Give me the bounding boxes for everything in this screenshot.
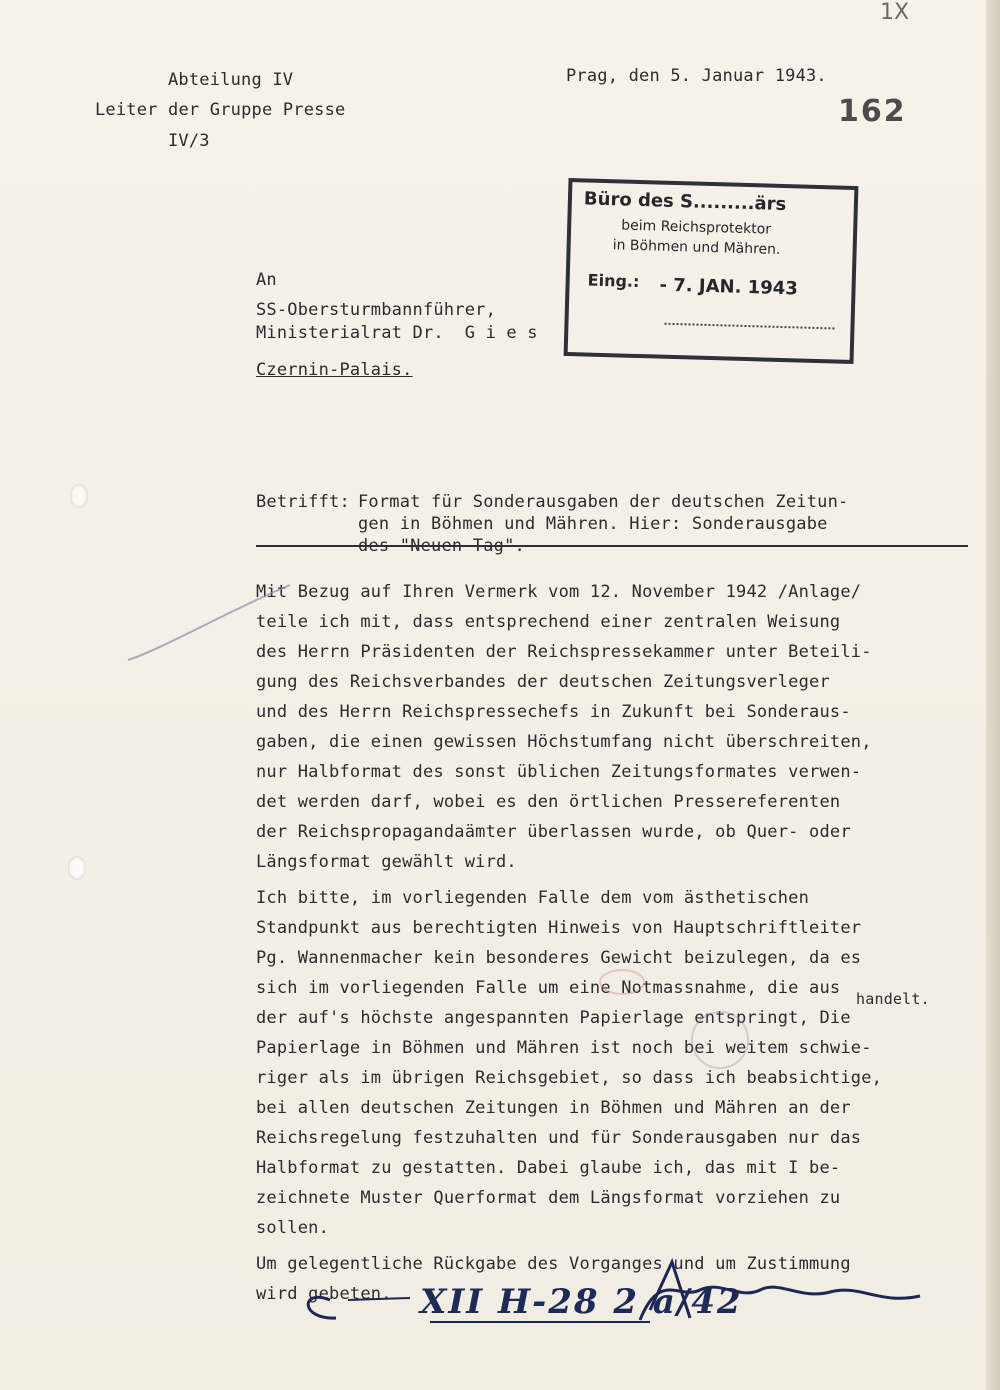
stamp-line-protector: beim Reichsprotektor: [621, 217, 772, 238]
body-line: Reichsregelung festzuhalten und für Sonderausgaben nur das: [256, 1128, 862, 1148]
address-to: An: [256, 270, 277, 290]
body-line: der Reichspropagandaämter überlassen wurde, ob Quer- oder: [256, 822, 851, 842]
body-line: des Herrn Präsidenten der Reichspressekammer unter Beteili-: [256, 642, 872, 662]
body-line: wird gebeten.: [256, 1284, 392, 1304]
group-line: Leiter der Gruppe Presse: [95, 100, 346, 120]
body-line: teile ich mit, dass entsprechend einer zentralen Weisung: [256, 612, 841, 632]
folio-number: 162: [838, 94, 907, 129]
body-line: gung des Reichsverbandes der deutschen Zeitungsverleger: [256, 672, 830, 692]
stamp-line-office: Büro des S.........ärs: [583, 188, 787, 216]
body-line: nur Halbformat des sonst üblichen Zeitungsformates verwen-: [256, 762, 862, 782]
stamp-received-date: - 7. JAN. 1943: [659, 274, 799, 300]
stamp-line-region: in Böhmen und Mähren.: [612, 237, 781, 258]
body-line: det werden darf, wobei es den örtlichen Pressereferenten: [256, 792, 841, 812]
address-location: Czernin-Palais.: [256, 360, 413, 380]
body-line: sollen.: [256, 1218, 330, 1238]
department-line: Abteilung IV: [168, 70, 294, 90]
subject-label: Betrifft:: [256, 492, 350, 512]
body-line: Mit Bezug auf Ihren Vermerk vom 12. November 1942 /Anlage/: [256, 582, 862, 602]
body-line: riger als im übrigen Reichsgebiet, so dass ich beabsichtige,: [256, 1068, 883, 1088]
body-line: Längsformat gewählt wird.: [256, 852, 517, 872]
stamp-received-label: Eing.:: [587, 270, 640, 292]
subject-line: gen in Böhmen und Mähren. Hier: Sonderausgabe: [358, 514, 828, 534]
corner-mark: 1X: [880, 0, 910, 25]
reference-line: IV/3: [168, 131, 210, 151]
body-line: Papierlage in Böhmen und Mähren ist noch bei weitem schwie-: [256, 1038, 872, 1058]
body-line: Pg. Wannenmacher kein besonderes Gewicht beizulegen, da es: [256, 948, 862, 968]
subject-line: des "Neuen Tag".: [358, 536, 525, 556]
body-line: Standpunkt aus berechtigten Hinweis von Hauptschriftleiter: [256, 918, 862, 938]
body-line: und des Herrn Reichspressechefs in Zukunft bei Sonderaus-: [256, 702, 851, 722]
handwritten-file-reference: XII H-28 2 a/42: [420, 1282, 743, 1322]
body-line: zeichnete Muster Querformat dem Längsformat vorziehen zu: [256, 1188, 841, 1208]
body-line: Halbformat zu gestatten. Dabei glaube ich, das mit I be-: [256, 1158, 841, 1178]
body-line: der auf's höchste angespannten Papierlage entspringt, Die: [256, 1008, 851, 1028]
body-line: gaben, die einen gewissen Höchstumfang nicht überschreiten,: [256, 732, 872, 752]
body-line: Ich bitte, im vorliegenden Falle dem vom ästhetischen: [256, 888, 810, 908]
typed-insert: handelt.: [856, 990, 930, 1008]
address-name: Ministerialrat Dr. G i e s: [256, 323, 538, 343]
body-line: bei allen deutschen Zeitungen in Böhmen und Mähren an der: [256, 1098, 851, 1118]
body-line: sich im vorliegenden Falle um eine Notmassnahme, die aus: [256, 978, 841, 998]
address-rank: SS-Obersturmbannführer,: [256, 300, 497, 320]
body-line: Um gelegentliche Rückgabe des Vorganges und um Zustimmung: [256, 1254, 851, 1274]
place-date: Prag, den 5. Januar 1943.: [566, 66, 827, 86]
subject-line: Format für Sonderausgaben der deutschen Zeitun-: [358, 492, 849, 512]
